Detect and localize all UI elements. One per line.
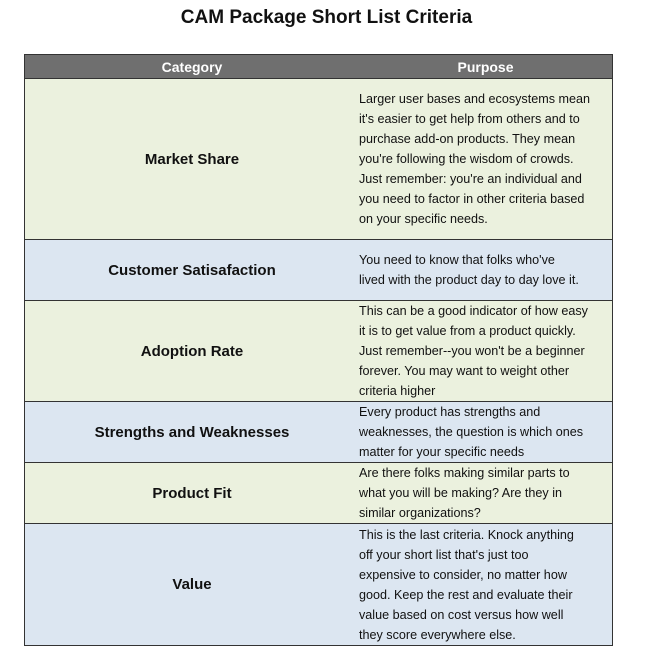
table-row	[25, 240, 612, 301]
category-cell: Value	[172, 576, 212, 593]
table-row	[25, 402, 612, 463]
purpose-cell: Every product has strengths and weaknesses, the question is which ones matter for your specific needs	[359, 405, 584, 459]
purpose-cell: This is the last criteria. Knock anything off your short list that's just too expensive to consider, no matter how good. Keep the rest and evaluate their value based on cost versus how well they score everywhere else.	[359, 527, 574, 642]
page-title: CAM Package Short List Criteria	[180, 7, 473, 28]
purpose-cell: Are there folks making similar parts to what you will be making? Are they in similar organizations?	[359, 466, 570, 520]
criteria-table	[24, 54, 613, 646]
purpose-cell: You need to know that folks who've lived with the product day to day love it.	[359, 253, 579, 287]
table-header-row	[25, 55, 612, 79]
column-header-purpose: Purpose	[457, 58, 514, 75]
category-cell: Strengths and Weaknesses	[94, 423, 290, 441]
purpose-cell: This can be a good indicator of how easy it is to get value from a product quickly. Just remember--you won't be a beginner forever. You may want to weight other criteria higher	[359, 304, 588, 398]
column-header-category: Category	[161, 58, 223, 75]
category-cell: Adoption Rate	[140, 342, 244, 360]
purpose-cell: Larger user bases and ecosystems mean it's easier to get help from others and to purchase add-on products. They mean you're following the wisdom of crowds. Just remember: you're an individual and you need to factor in other criteria based on your specific needs.	[359, 92, 591, 226]
table-row	[25, 79, 612, 240]
table-row	[25, 463, 612, 524]
table-row	[25, 301, 612, 402]
category-cell: Product Fit	[152, 484, 232, 502]
category-cell: Customer Satisafaction	[108, 261, 276, 279]
category-cell: Market Share	[144, 150, 240, 168]
table-row	[25, 524, 612, 645]
